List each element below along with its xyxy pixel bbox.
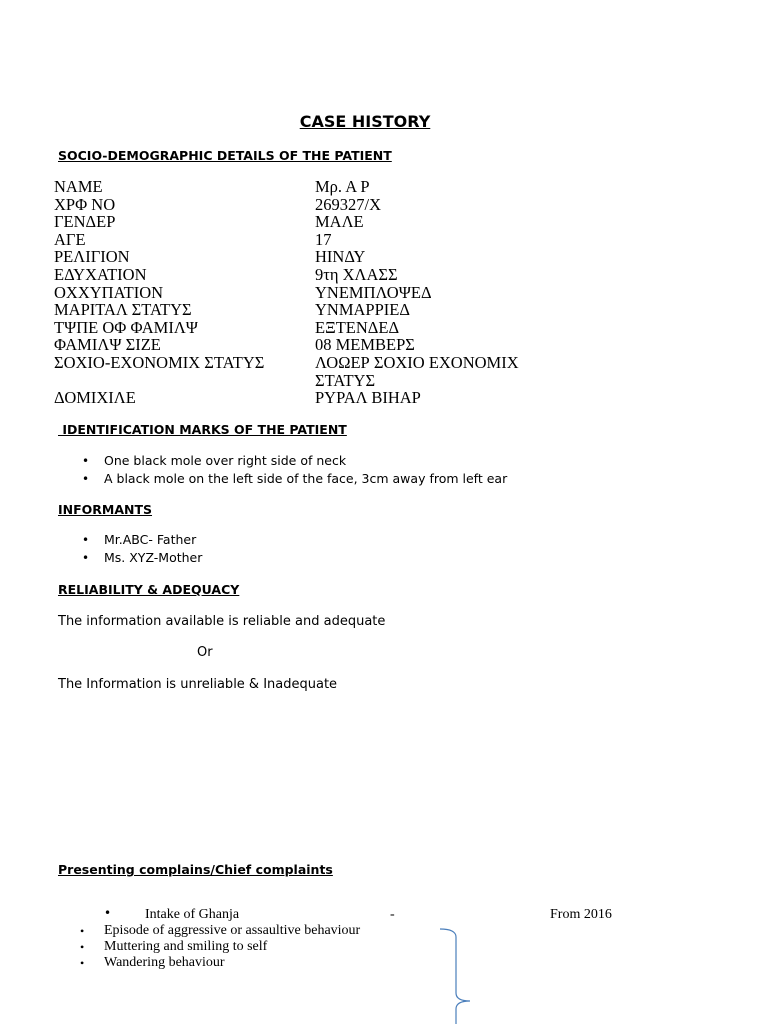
or-text: Or	[197, 645, 213, 660]
row-value-marital-status: ΥΝΜΑΡΡΙΕΔ	[315, 300, 410, 320]
row-label-socio-economic-status: ΣΟΧΙΟ-ΕΧΟΝΟΜΙΧ ΣΤΑΤΥΣ	[54, 353, 265, 372]
row-label-family-type: ΤΨΠΕ ΟΦ ΦΑΜΙΛΨ	[54, 317, 198, 337]
row-value-domicile: ΡΥΡΑΛ ΒΙΗΑΡ	[315, 388, 421, 408]
row-value-family-type: ΕΞΤΕΝΔΕΔ	[315, 317, 400, 337]
complaint-ghanja: Intake of Ghanja	[145, 907, 240, 922]
row-label-education: ΕΔΥΧΑΤΙΟΝ	[54, 265, 147, 284]
page-title: CASE HISTORY	[299, 112, 431, 131]
list-item: • One black mole over right side of neck	[104, 452, 507, 470]
bullet-icon: •	[104, 906, 112, 920]
row-label-age: ΑΓΕ	[54, 229, 86, 249]
identification-list	[104, 452, 507, 488]
list-item: • Mr.ABC- Father	[104, 531, 202, 549]
row-label-marital-status: ΜΑΡΙΤΑΛ ΣΤΑΤΥΣ	[54, 300, 192, 320]
complaint-duration: From 2016	[550, 907, 612, 922]
row-label-domicile: ΔΟΜΙΧΙΛΕ	[54, 388, 136, 408]
informants-heading: INFORMANTS	[58, 502, 153, 517]
complaint-dash: -	[390, 907, 395, 922]
list-item: • A black mole on the left side of the face, 3cm away from left ear	[104, 470, 507, 488]
row-value-religion: ΗΙΝΔΥ	[315, 247, 366, 267]
row-value-crf-no: 269327/Χ	[315, 194, 381, 214]
complaints-heading: Presenting complains/Chief complaints	[58, 862, 333, 877]
row-value-socio-economic-status: ΛΟΩΕΡ ΣΟΧΙΟ ΕΧΟΝΟΜΙΧ	[315, 353, 519, 372]
row-value-family-size: 08 ΜΕΜΒΕΡΣ	[315, 335, 415, 355]
list-item: • Wandering behaviour	[104, 955, 360, 971]
row-label-gender: ΓΕΝΔΕΡ	[54, 212, 116, 232]
unreliability-statement: The Information is unreliable & Inadequate	[58, 677, 338, 692]
row-label-crf-no: ΧΡΦ ΝΟ	[54, 194, 116, 214]
row-label-occupation: ΟΧΧΥΠΑΤΙΟΝ	[54, 282, 164, 302]
row-label-religion: ΡΕΛΙΓΙΟΝ	[54, 247, 130, 267]
row-value-socio-economic-status-cont: ΣΤΑΤΥΣ	[315, 370, 376, 390]
informants-list	[104, 531, 202, 567]
row-value-name: Μρ. Α Ρ	[315, 177, 370, 196]
identification-heading: IDENTIFICATION MARKS OF THE PATIENT	[58, 422, 347, 437]
reliability-heading: RELIABILITY & ADEQUACY	[58, 582, 240, 597]
row-value-gender: ΜΑΛΕ	[315, 212, 364, 232]
row-value-occupation: ΥΝΕΜΠΛΟΨΕΔ	[315, 282, 432, 302]
row-value-age: 17	[315, 229, 332, 249]
curly-bracket-icon	[436, 925, 476, 1024]
socio-demographic-heading: SOCIO-DEMOGRAPHIC DETAILS OF THE PATIENT	[58, 148, 392, 163]
row-value-education: 9τη ΧΛΑΣΣ	[315, 265, 398, 284]
reliability-statement: The information available is reliable and adequate	[58, 614, 386, 629]
row-label-family-size: ΦΑΜΙΛΨ ΣΙΖΕ	[54, 335, 161, 355]
list-item: • Episode of aggressive or assaultive behaviour	[104, 923, 360, 939]
list-item: • Ms. XYZ-Mother	[104, 549, 202, 567]
list-item: • Muttering and smiling to self	[104, 939, 360, 955]
complaint-items	[104, 923, 360, 971]
row-label-name: ΝΑΜΕ	[54, 177, 103, 196]
